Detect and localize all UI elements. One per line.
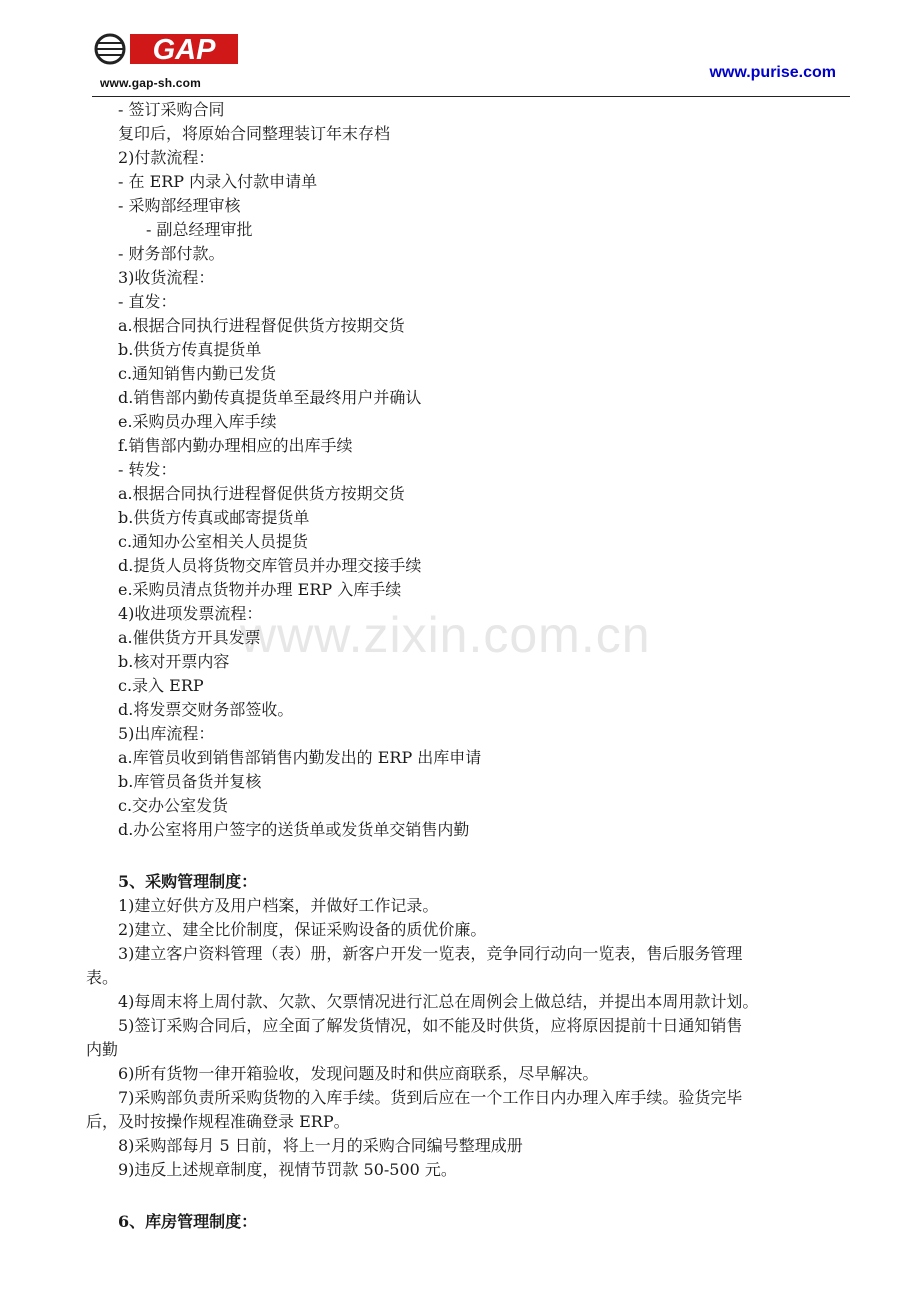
section-title: 3)收货流程：: [118, 268, 215, 287]
text-line: e.采购员办理入库手续: [118, 412, 277, 431]
text-line: - 直发：: [118, 292, 177, 311]
section-heading: 5、采购管理制度：: [118, 872, 258, 891]
text-line: 4)每周末将上周付款、欠款、欠票情况进行汇总在周例会上做总结，并提出本周用款计划。: [118, 992, 759, 1011]
page-header: [0, 0, 920, 100]
section-title: 5)出库流程：: [118, 724, 215, 743]
section-title: 4)收进项发票流程：: [118, 604, 263, 623]
text-line: 6)所有货物一律开箱验收，发现问题及时和供应商联系，尽早解决。: [118, 1064, 599, 1083]
text-line: 表。: [86, 968, 119, 987]
text-line: - 签订采购合同: [118, 100, 225, 119]
text-line: a.根据合同执行进程督促供货方按期交货: [118, 484, 405, 503]
text-line: e.采购员清点货物并办理 ERP 入库手续: [118, 580, 402, 599]
text-line: - 副总经理审批: [146, 220, 253, 239]
text-line: c.通知销售内勤已发货: [118, 364, 277, 383]
text-line: d.将发票交财务部签收。: [118, 700, 294, 719]
text-line: 1)建立好供方及用户档案，并做好工作记录。: [118, 896, 439, 915]
text-line: 9)违反上述规章制度，视情节罚款 50-500 元。: [118, 1160, 457, 1179]
text-line: 2)建立、建全比价制度，保证采购设备的质优价廉。: [118, 920, 487, 939]
text-line: c.录入 ERP: [118, 676, 204, 695]
text-line: 3)建立客户资料管理（表）册，新客户开发一览表，竞争同行动向一览表，售后服务管理: [118, 944, 743, 963]
text-line: - 采购部经理审核: [118, 196, 241, 215]
text-line: b.供货方传真或邮寄提货单: [118, 508, 310, 527]
text-line: 内勤: [86, 1040, 119, 1059]
text-line: 7)采购部负责所采购货物的入库手续。货到后应在一个工作日内办理入库手续。验货完毕: [118, 1088, 743, 1107]
text-line: b.供货方传真提货单: [118, 340, 262, 359]
text-line: b.库管员备货并复核: [118, 772, 262, 791]
site-link[interactable]: www.purise.com: [709, 64, 836, 81]
logo-text: GAP: [152, 34, 216, 66]
watermark: www.zixin.com.cn: [240, 607, 651, 663]
text-line: f.销售部内勤办理相应的出库手续: [118, 436, 353, 455]
text-line: - 在 ERP 内录入付款申请单: [118, 172, 318, 191]
text-line: - 转发：: [118, 460, 177, 479]
text-line: 复印后，将原始合同整理装订年末存档: [118, 124, 391, 143]
text-line: 后，及时按操作规程准确登录 ERP。: [86, 1112, 350, 1131]
text-line: c.通知办公室相关人员提货: [118, 532, 309, 551]
text-line: a.库管员收到销售部销售内勤发出的 ERP 出库申请: [118, 748, 482, 767]
section-heading: 6、库房管理制度：: [118, 1212, 258, 1231]
text-line: 5)签订采购合同后，应全面了解发货情况，如不能及时供货，应将原因提前十日通知销售: [118, 1016, 743, 1035]
section-title: 2)付款流程：: [118, 148, 215, 167]
header-divider: [92, 96, 850, 97]
text-line: 8)采购部每月 5 日前，将上一月的采购合同编号整理成册: [118, 1136, 523, 1155]
text-line: a.催供货方开具发票: [118, 628, 261, 647]
text-line: d.销售部内勤传真提货单至最终用户并确认: [118, 388, 422, 407]
text-line: c.交办公室发货: [118, 796, 229, 815]
text-line: b.核对开票内容: [118, 652, 230, 671]
text-line: - 财务部付款。: [118, 244, 225, 263]
text-line: a.根据合同执行进程督促供货方按期交货: [118, 316, 405, 335]
logo-url: www.gap-sh.com: [100, 76, 202, 90]
text-line: d.提货人员将货物交库管员并办理交接手续: [118, 556, 422, 575]
text-line: d.办公室将用户签字的送货单或发货单交销售内勤: [118, 820, 470, 839]
